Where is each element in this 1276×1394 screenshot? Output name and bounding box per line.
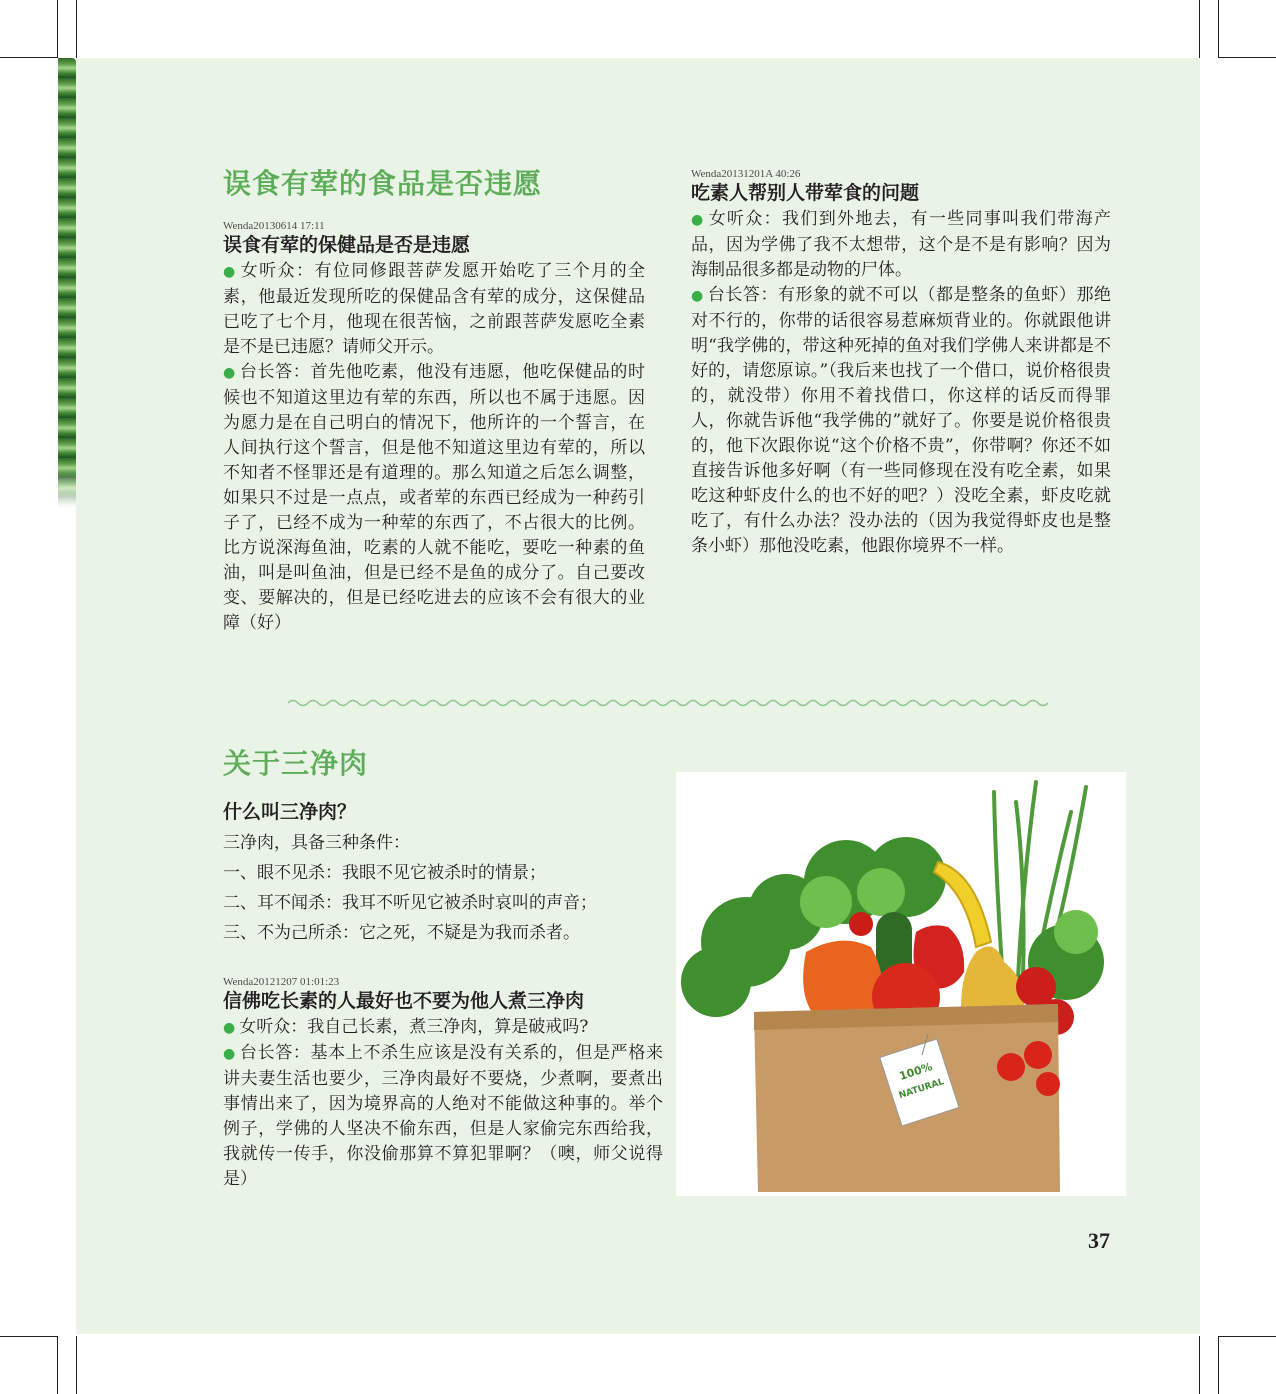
article-title: 误食有荤的保健品是否是违愿 [223, 234, 471, 256]
crop-mark [76, 0, 77, 58]
answer-text: 台长答：首先他吃素，他没有违愿，他吃保健品的时候也不知道这里边有荤的东西，所以也不属于违愿。因为愿力是在自己明白的情况下，他所许的一个誓言，在人间执行这个誓言，但是他不知道这里边有荤的，所以不知者不怪罪还是有道理的。那么知道之后怎么调整，如果只不过是一点点，或者荤的东西已经成为一种药引子了，已经不成为一种荤的东西了，不占很大的比例。比方说深海鱼油，吃素的人就不能吃，要吃一种素的鱼油，叫是叫鱼油，但是已经不是鱼的成分了。自己要改变、要解决的，但是已经吃进去的应该不会有很大的业障（好） [223, 362, 645, 633]
definition-line: 二、耳不闻杀：我耳不听见它被杀时哀叫的声音； [223, 893, 597, 913]
article-timestamp: Wenda20131201A 40:26 [691, 168, 801, 180]
crop-mark [1199, 1336, 1200, 1394]
vegetable-bag-photo [676, 772, 1126, 1196]
article-left [223, 220, 645, 636]
bullet-icon: ● [223, 1020, 236, 1036]
answer-paragraph [223, 360, 645, 636]
article-bottom [223, 976, 663, 1192]
answer-text: 台长答：基本上不杀生应该是没有关系的，但是严格来讲夫妻生活也要少，三净肉最好不要烧，少煮啊，要煮出事情出来了，因为境界高的人绝对不能做这种事的。举个例子，学佛的人坚决不偷东西，但是人家偷完东西给我，我就传一传手，你没偷那算不算犯罪啊？（噢，师父说得是） [223, 1043, 663, 1189]
article-title: 吃素人帮别人带荤食的问题 [691, 182, 920, 204]
definition-line: 一、眼不见杀：我眼不见它被杀时的情景； [223, 863, 546, 883]
question-text: 女听众：我们到外地去，有一些同事叫我们带海产品，因为学佛了我不太想带，这个是不是有影响？因为海制品很多都是动物的尸体。 [691, 209, 1112, 280]
question-text: 女听众：我自己长素，煮三净肉，算是破戒吗? [239, 1017, 589, 1037]
crop-mark [76, 1336, 77, 1394]
crop-mark [1218, 1336, 1276, 1337]
crop-mark [57, 1336, 58, 1394]
question-paragraph [223, 259, 645, 360]
bullet-icon: ● [691, 288, 704, 304]
crop-mark [0, 1336, 58, 1337]
question-paragraph [223, 1015, 663, 1041]
page-number: 37 [1088, 1228, 1110, 1253]
crop-mark [1218, 0, 1219, 58]
crop-mark [0, 57, 58, 58]
section-title: 误食有荤的食品是否违愿 [223, 167, 543, 200]
crop-mark [1218, 1336, 1219, 1394]
definition-line: 三净肉，具备三种条件： [223, 833, 410, 853]
bullet-icon: ● [223, 264, 237, 280]
crop-mark [1199, 0, 1200, 58]
question-paragraph [691, 207, 1111, 283]
question-text: 女听众：有位同修跟菩萨发愿开始吃了三个月的全素，他最近发现所吃的保健品含有荤的成分，这保健品已吃了七个月，他现在很苦恼，之前跟菩萨发愿吃全素是不是已违愿？请师父开示。 [223, 261, 646, 357]
article-timestamp: Wenda20121207 01:01:23 [223, 976, 340, 988]
bullet-icon: ● [223, 1046, 236, 1062]
bullet-icon: ● [223, 365, 236, 381]
tag-line2: NATURAL [897, 1077, 946, 1102]
section-title: 关于三净肉 [223, 747, 369, 780]
crop-mark [57, 0, 58, 58]
article-right [691, 168, 1111, 559]
answer-text: 台长答：有形象的就不可以（都是整条的鱼虾）那绝对不行的，你带的话很容易惹麻烦背业的。你就跟他讲明“我学佛的，带这种死掉的鱼对我们学佛人来讲都是不好的，请您原谅。”（我后来也找了一个借口，说价格很贵的，就没带）你用不着找借口，你这样的话反而得罪人，你就告诉他“我学佛的”就好了。你要是说价格很贵的，他下次跟你说“这个价格不贵”，你带啊？你还不如直接告诉他多好啊（有一些同修现在没有吃全素，如果吃这种虾皮什么的也不好的吧？）没吃全素，虾皮吃就吃了，有什么办法？没办法的（因为我觉得虾皮也是整条小虾）那他没吃素，他跟你境界不一样。 [691, 285, 1112, 556]
definition-title: 什么叫三净肉？ [223, 801, 357, 823]
wavy-divider [288, 696, 1048, 710]
answer-paragraph [691, 283, 1111, 559]
definition-line: 三、不为己所杀：它之死，不疑是为我而杀者。 [223, 923, 580, 943]
article-timestamp: Wenda20130614 17:11 [223, 220, 325, 232]
answer-paragraph [223, 1041, 663, 1192]
article-title: 信佛吃长素的人最好也不要为他人煮三净肉 [223, 990, 585, 1012]
definition-block [223, 800, 663, 948]
bullet-icon: ● [691, 212, 705, 228]
leaf-decoration [58, 58, 76, 508]
crop-mark [1218, 57, 1276, 58]
tag-line1: 100% [897, 1060, 935, 1083]
